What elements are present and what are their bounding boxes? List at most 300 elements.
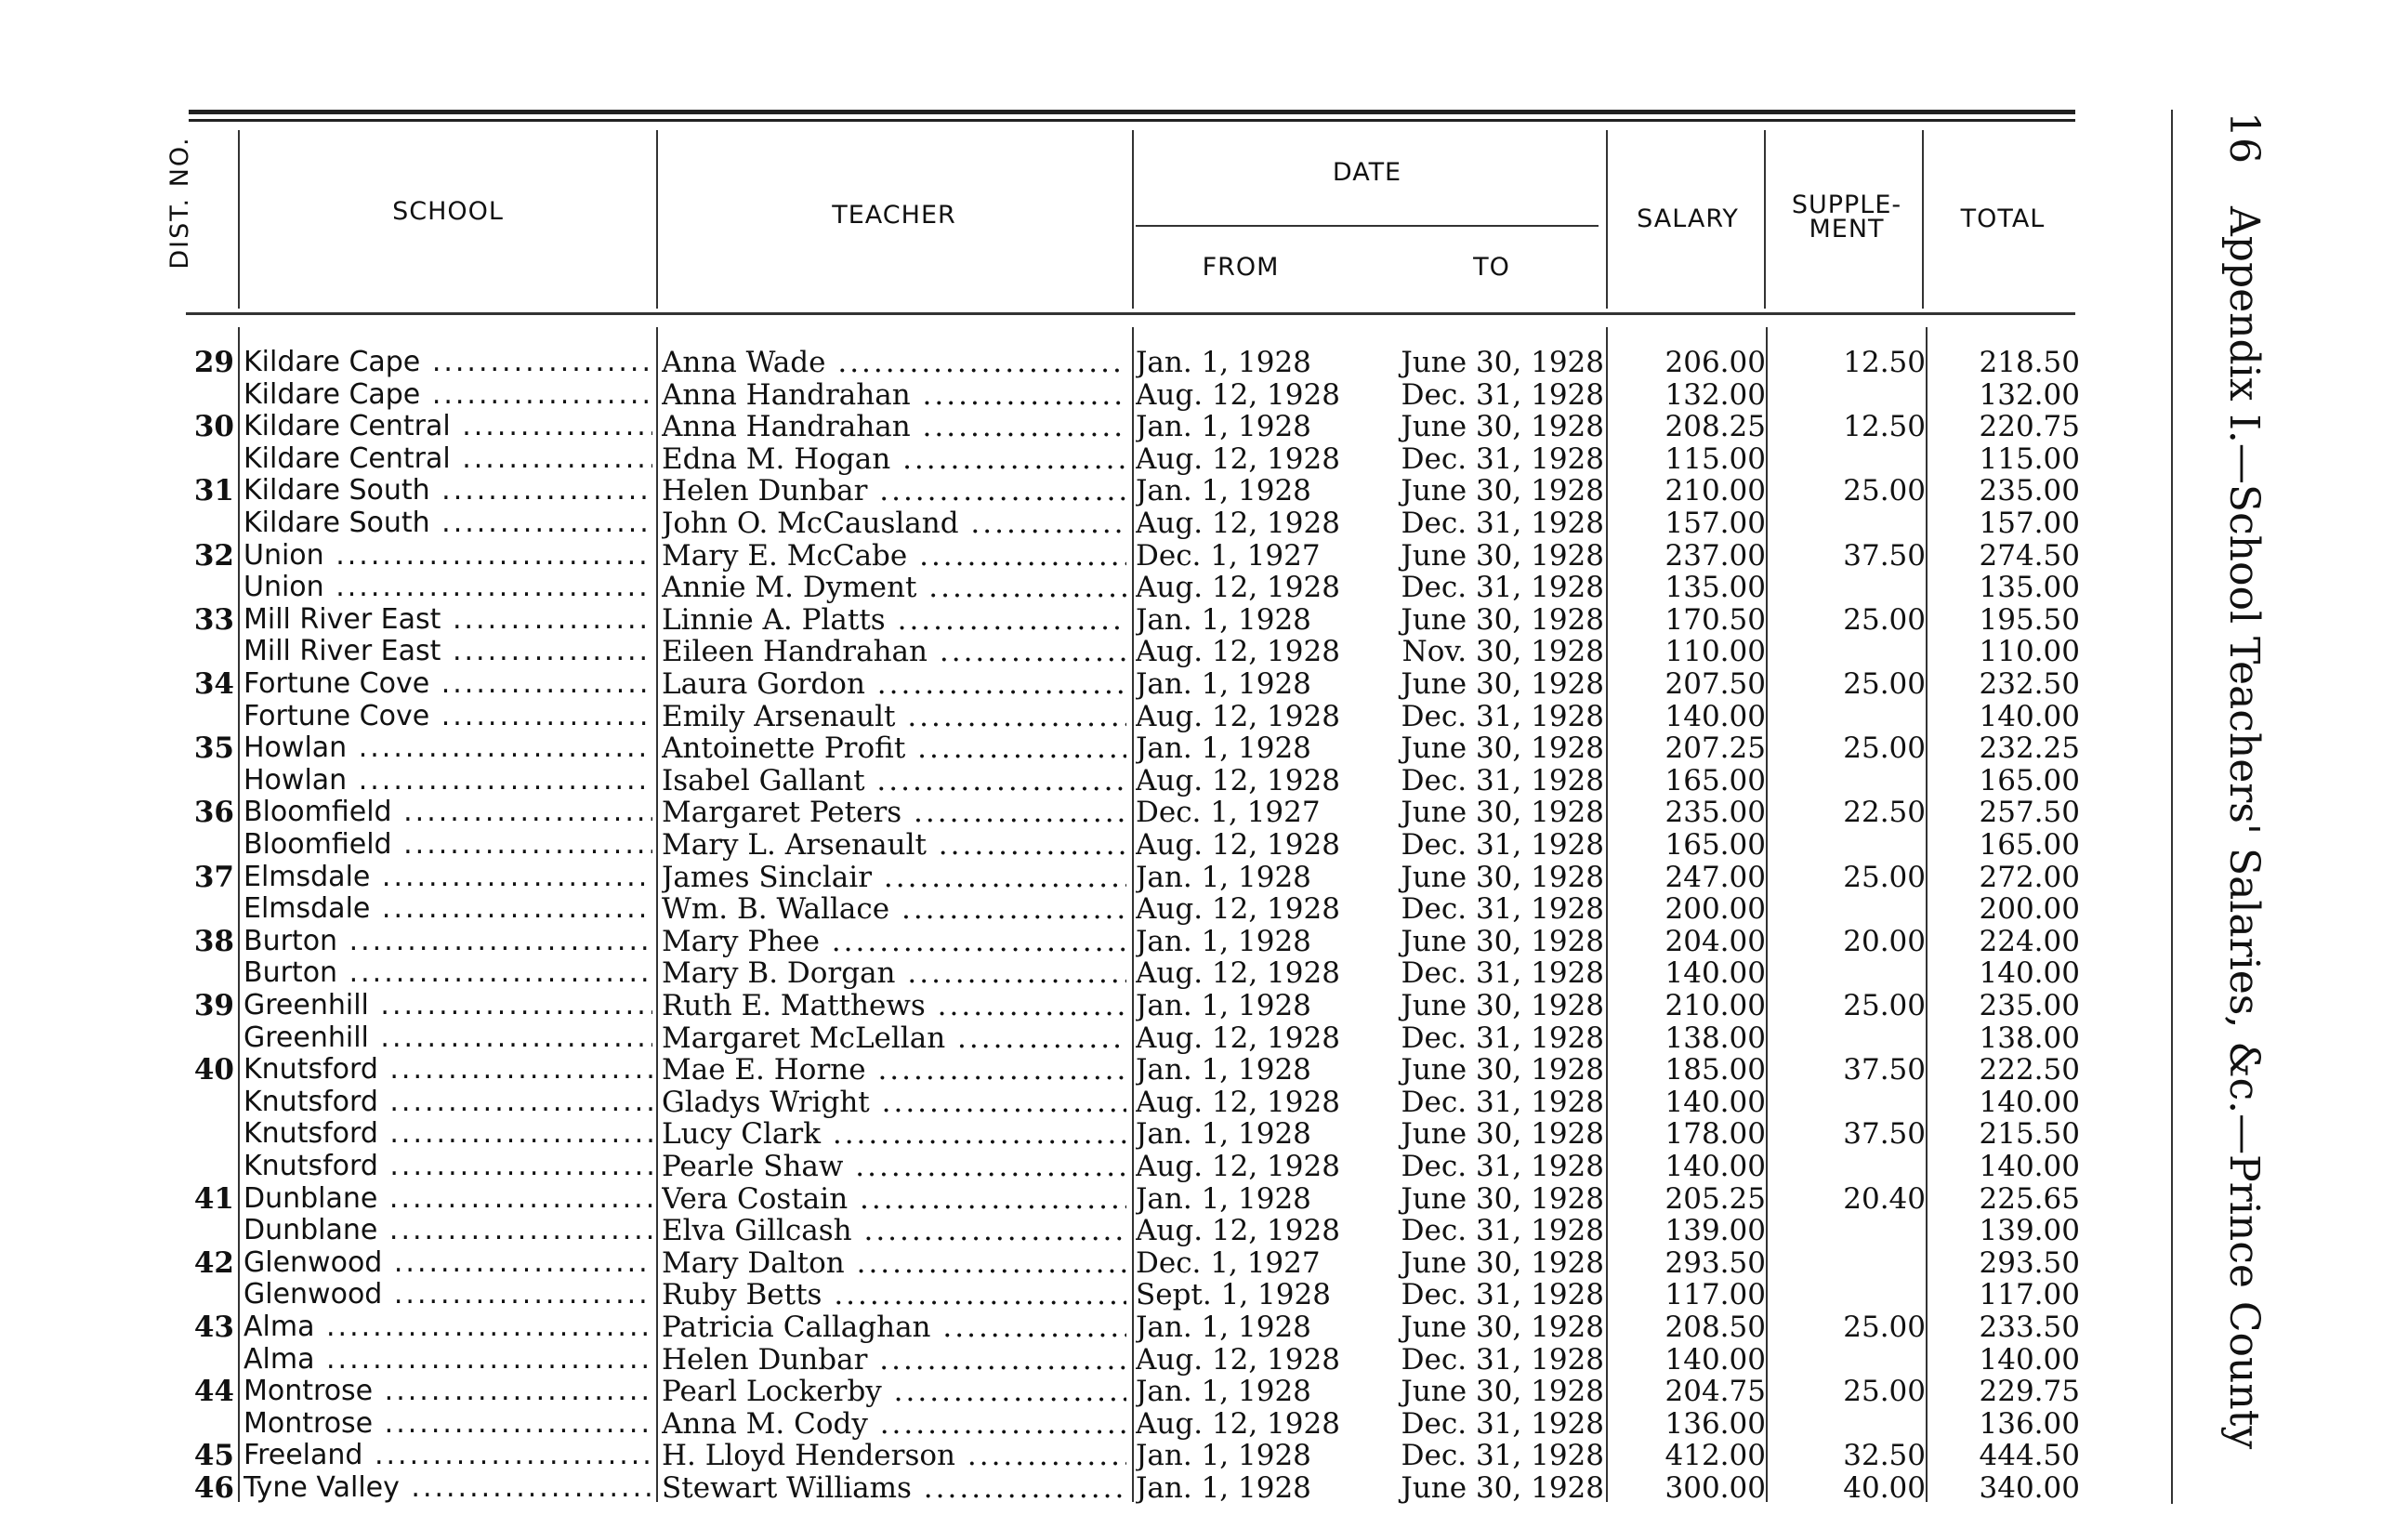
side-running-head [2212, 112, 2268, 1450]
school-name: Kildare South ..... [243, 474, 652, 507]
teacher-name: Anna Handrahan ..... [662, 378, 1126, 412]
date-from: Aug. 12, 1928 [1136, 1406, 1340, 1441]
school-name: Burton ..... [243, 925, 652, 957]
date-from: Jan. 1, 1928 [1136, 1053, 1311, 1087]
side-title-rule [2171, 110, 2173, 1504]
table-row [0, 796, 2408, 830]
school-name: Howlan ..... [243, 764, 652, 797]
table-row [0, 1343, 2408, 1375]
dist-number: 35 [193, 731, 234, 766]
dist-number: 30 [193, 410, 234, 444]
date-from: Aug. 12, 1928 [1136, 1085, 1340, 1119]
salary-amount: 237.00 [1665, 538, 1766, 573]
total-amount: 110.00 [1979, 635, 2080, 669]
date-to: June 30, 1928 [1401, 1181, 1604, 1216]
date-to: June 30, 1928 [1401, 796, 1604, 830]
supplement-amount: 25.00 [1843, 989, 1926, 1022]
table-row [0, 1311, 2408, 1342]
school-name: Fortune Cove ..... [243, 700, 652, 732]
dist-number: 40 [193, 1053, 234, 1087]
date-to: June 30, 1928 [1401, 989, 1604, 1022]
teacher-name: Mary Phee ..... [662, 925, 1126, 958]
supplement-amount: 12.50 [1843, 346, 1926, 379]
date-from: Jan. 1, 1928 [1136, 1439, 1311, 1473]
supplement-amount: 25.00 [1843, 602, 1926, 637]
date-from: Aug. 12, 1928 [1136, 1021, 1340, 1055]
dist-number: 44 [193, 1375, 234, 1409]
date-from: Aug. 12, 1928 [1136, 507, 1340, 540]
page-number: 16 [2220, 112, 2268, 164]
teacher-name: Annie M. Dyment ..... [662, 571, 1126, 604]
school-name: Alma ..... [243, 1343, 652, 1376]
date-from: Jan. 1, 1928 [1136, 1375, 1311, 1409]
table-row [0, 1214, 2408, 1248]
total-amount: 218.50 [1979, 346, 2080, 379]
top-double-rule-lower [189, 119, 2075, 122]
date-to: June 30, 1928 [1401, 1053, 1604, 1087]
date-to: June 30, 1928 [1401, 474, 1604, 508]
total-amount: 235.00 [1979, 989, 2080, 1022]
date-to: Dec. 31, 1928 [1401, 956, 1604, 991]
total-amount: 232.50 [1979, 667, 2080, 701]
date-from: Dec. 1, 1927 [1136, 1245, 1321, 1280]
date-to: Dec. 31, 1928 [1401, 377, 1604, 412]
table-row [0, 474, 2408, 506]
date-to: Dec. 31, 1928 [1401, 892, 1604, 927]
school-name: Greenhill ..... [243, 1021, 652, 1054]
salary-amount: 204.75 [1665, 1375, 1766, 1409]
teacher-name: Pearle Shaw ..... [662, 1150, 1126, 1183]
table-row [0, 925, 2408, 956]
school-name: Mill River East ..... [243, 603, 652, 636]
date-from: Aug. 12, 1928 [1136, 571, 1340, 605]
teacher-name: Mary Dalton ..... [662, 1246, 1126, 1280]
total-amount: 165.00 [1979, 763, 2080, 797]
teacher-name: Pearl Lockerby ..... [662, 1375, 1126, 1408]
teacher-name: Anna M. Cody ..... [662, 1407, 1126, 1441]
table-row [0, 1375, 2408, 1409]
dist-number: 46 [193, 1471, 234, 1505]
supplement-amount: 25.00 [1843, 731, 1926, 766]
date-to: Dec. 31, 1928 [1401, 571, 1604, 605]
total-amount: 140.00 [1979, 956, 2080, 991]
date-from: Jan. 1, 1928 [1136, 1117, 1311, 1152]
total-amount: 235.00 [1979, 474, 2080, 508]
table-row [0, 1439, 2408, 1473]
salary-amount: 293.50 [1665, 1245, 1766, 1280]
salary-amount: 140.00 [1665, 1150, 1766, 1183]
column-divider [1922, 130, 1924, 309]
table-row [0, 571, 2408, 605]
date-from: Jan. 1, 1928 [1136, 989, 1311, 1022]
salary-amount: 117.00 [1665, 1278, 1766, 1312]
salary-amount: 115.00 [1665, 441, 1766, 476]
supplement-amount: 22.50 [1843, 796, 1926, 830]
total-amount: 139.00 [1979, 1214, 2080, 1248]
teacher-name: H. Lloyd Henderson ..... [662, 1439, 1126, 1472]
header-school: SCHOOL [392, 197, 504, 226]
date-to: June 30, 1928 [1401, 1117, 1604, 1152]
date-to: June 30, 1928 [1401, 346, 1604, 379]
total-amount: 272.00 [1979, 860, 2080, 894]
total-amount: 200.00 [1979, 892, 2080, 927]
table-row [0, 1278, 2408, 1310]
salary-amount: 300.00 [1665, 1471, 1766, 1505]
date-from: Jan. 1, 1928 [1136, 1181, 1311, 1216]
table-row [0, 861, 2408, 892]
salary-amount: 204.00 [1665, 924, 1766, 958]
date-from: Dec. 1, 1927 [1136, 796, 1321, 830]
salary-amount: 139.00 [1665, 1214, 1766, 1248]
date-to: Dec. 31, 1928 [1401, 828, 1604, 862]
date-from: Jan. 1, 1928 [1136, 346, 1311, 379]
table-row [0, 603, 2408, 635]
total-amount: 229.75 [1979, 1375, 2080, 1409]
column-divider [1132, 130, 1134, 309]
supplement-amount: 37.50 [1843, 1053, 1926, 1087]
school-name: Elmsdale ..... [243, 892, 652, 925]
salary-amount: 247.00 [1665, 860, 1766, 894]
salary-amount: 138.00 [1665, 1021, 1766, 1055]
header-teacher: TEACHER [832, 201, 956, 230]
school-name: Knutsford ..... [243, 1086, 652, 1118]
table-row [0, 764, 2408, 796]
dist-number: 37 [193, 860, 234, 894]
school-name: Montrose ..... [243, 1407, 652, 1440]
table-row [0, 410, 2408, 444]
teacher-name: Laura Gordon ..... [662, 667, 1126, 701]
school-name: Howlan ..... [243, 731, 652, 764]
date-to: Dec. 31, 1928 [1401, 699, 1604, 733]
salary-amount: 157.00 [1665, 507, 1766, 540]
dist-number: 38 [193, 924, 234, 958]
table-row [0, 635, 2408, 669]
header-supplement-line2: MENT [1809, 215, 1885, 244]
school-name: Knutsford ..... [243, 1117, 652, 1150]
supplement-amount: 25.00 [1843, 1311, 1926, 1344]
table-row [0, 507, 2408, 538]
school-name: Bloomfield ..... [243, 828, 652, 861]
header-dist-no: DIST. NO. [165, 136, 194, 270]
school-name: Fortune Cove ..... [243, 667, 652, 700]
header-to: TO [1473, 253, 1510, 282]
teacher-name: Gladys Wright ..... [662, 1086, 1126, 1119]
table-row [0, 667, 2408, 699]
date-to: June 30, 1928 [1401, 731, 1604, 766]
school-name: Knutsford ..... [243, 1150, 652, 1182]
supplement-amount: 20.00 [1843, 924, 1926, 958]
dist-number: 42 [193, 1245, 234, 1280]
supplement-amount: 32.50 [1843, 1439, 1926, 1473]
teacher-name: Vera Costain ..... [662, 1182, 1126, 1216]
dist-number: 32 [193, 538, 234, 573]
table-row [0, 892, 2408, 927]
salary-amount: 140.00 [1665, 699, 1766, 733]
school-name: Dunblane ..... [243, 1182, 652, 1215]
salary-amount: 208.25 [1665, 410, 1766, 444]
total-amount: 140.00 [1979, 1085, 2080, 1119]
date-from: Aug. 12, 1928 [1136, 828, 1340, 862]
salary-amount: 140.00 [1665, 1085, 1766, 1119]
dist-number: 29 [193, 346, 234, 379]
salary-amount: 208.50 [1665, 1311, 1766, 1344]
date-to: June 30, 1928 [1401, 667, 1604, 701]
date-to: Dec. 31, 1928 [1401, 1278, 1604, 1312]
teacher-name: Emily Arsenault ..... [662, 700, 1126, 733]
total-amount: 232.25 [1979, 731, 2080, 766]
dist-number: 34 [193, 667, 234, 701]
teacher-name: Wm. B. Wallace ..... [662, 892, 1126, 926]
teacher-name: Mary E. McCabe ..... [662, 539, 1126, 573]
teacher-name: John O. McCausland ..... [662, 507, 1126, 540]
teacher-name: Isabel Gallant ..... [662, 764, 1126, 797]
total-amount: 233.50 [1979, 1311, 2080, 1344]
school-name: Greenhill ..... [243, 989, 652, 1021]
table-row [0, 1117, 2408, 1152]
school-name: Kildare Cape ..... [243, 346, 652, 378]
dist-number: 41 [193, 1181, 234, 1216]
dist-number: 36 [193, 796, 234, 830]
teacher-name: Margaret Peters ..... [662, 796, 1126, 829]
salary-amount: 170.50 [1665, 602, 1766, 637]
header-bottom-rule [186, 312, 2075, 315]
school-name: Tyne Valley ..... [243, 1471, 652, 1504]
dist-number: 43 [193, 1311, 234, 1344]
school-name: Union ..... [243, 539, 652, 572]
supplement-amount: 37.50 [1843, 1117, 1926, 1152]
teacher-name: Ruby Betts ..... [662, 1278, 1126, 1311]
date-to: June 30, 1928 [1401, 602, 1604, 637]
date-to: Dec. 31, 1928 [1401, 1150, 1604, 1183]
salary-amount: 210.00 [1665, 474, 1766, 508]
table-row [0, 346, 2408, 377]
teacher-name: James Sinclair ..... [662, 861, 1126, 894]
supplement-amount: 12.50 [1843, 410, 1926, 444]
date-from: Dec. 1, 1927 [1136, 538, 1321, 573]
total-amount: 140.00 [1979, 1342, 2080, 1377]
teacher-name: Eileen Handrahan ..... [662, 635, 1126, 668]
date-to: June 30, 1928 [1401, 860, 1604, 894]
header-date: DATE [1332, 158, 1402, 187]
date-from: Jan. 1, 1928 [1136, 924, 1311, 958]
school-name: Kildare Cape ..... [243, 378, 652, 411]
school-name: Bloomfield ..... [243, 796, 652, 828]
date-from: Aug. 12, 1928 [1136, 956, 1340, 991]
teacher-name: Edna M. Hogan ..... [662, 442, 1126, 476]
teacher-name: Stewart Williams ..... [662, 1471, 1126, 1505]
teacher-name: Elva Gillcash ..... [662, 1214, 1126, 1247]
total-amount: 135.00 [1979, 571, 2080, 605]
column-divider [238, 130, 240, 309]
salary-amount: 110.00 [1665, 635, 1766, 669]
date-to: Dec. 31, 1928 [1401, 1406, 1604, 1441]
date-from: Aug. 12, 1928 [1136, 1150, 1340, 1183]
date-from: Sept. 1, 1928 [1136, 1278, 1331, 1312]
table-row [0, 700, 2408, 731]
supplement-amount: 40.00 [1843, 1471, 1926, 1505]
date-to: Dec. 31, 1928 [1401, 1021, 1604, 1055]
teacher-name: Mary L. Arsenault ..... [662, 828, 1126, 862]
date-from: Jan. 1, 1928 [1136, 474, 1311, 508]
total-amount: 165.00 [1979, 828, 2080, 862]
date-from: Aug. 12, 1928 [1136, 699, 1340, 733]
supplement-amount: 25.00 [1843, 474, 1926, 508]
school-name: Burton ..... [243, 956, 652, 989]
supplement-amount: 20.40 [1843, 1181, 1926, 1216]
header-from: FROM [1202, 253, 1280, 282]
school-name: Glenwood ..... [243, 1278, 652, 1311]
school-name: Union ..... [243, 571, 652, 603]
school-name: Glenwood ..... [243, 1246, 652, 1279]
salary-amount: 206.00 [1665, 346, 1766, 379]
table-row [0, 1407, 2408, 1439]
total-amount: 136.00 [1979, 1406, 2080, 1441]
date-to: June 30, 1928 [1401, 1471, 1604, 1505]
teacher-name: Anna Wade ..... [662, 346, 1126, 379]
salary-amount: 165.00 [1665, 828, 1766, 862]
total-amount: 225.65 [1979, 1181, 2080, 1216]
table-row [0, 1021, 2408, 1053]
column-divider [1764, 130, 1766, 309]
teacher-name: Patricia Callaghan ..... [662, 1311, 1126, 1344]
date-to: Dec. 31, 1928 [1401, 1085, 1604, 1119]
header-supplement [1768, 193, 1926, 242]
dist-number: 31 [193, 474, 234, 508]
salary-amount: 185.00 [1665, 1053, 1766, 1087]
date-from: Jan. 1, 1928 [1136, 1311, 1311, 1344]
supplement-amount: 25.00 [1843, 667, 1926, 701]
header-salary: SALARY [1637, 204, 1739, 233]
date-from: Jan. 1, 1928 [1136, 410, 1311, 444]
school-name: Alma ..... [243, 1311, 652, 1343]
date-from: Aug. 12, 1928 [1136, 892, 1340, 927]
salary-amount: 132.00 [1665, 377, 1766, 412]
supplement-amount: 25.00 [1843, 860, 1926, 894]
table-row [0, 378, 2408, 410]
salary-amount: 165.00 [1665, 763, 1766, 797]
salary-amount: 210.00 [1665, 989, 1766, 1022]
side-title: Appendix I.—School Teachers' Salaries, &c.—Prince County [2220, 206, 2268, 1450]
school-name: Mill River East ..... [243, 635, 652, 667]
table-row [0, 1471, 2408, 1503]
supplement-amount: 37.50 [1843, 538, 1926, 573]
school-name: Kildare Central ..... [243, 410, 652, 442]
table-row [0, 442, 2408, 474]
teacher-name: Anna Handrahan ..... [662, 410, 1126, 443]
date-to: Dec. 31, 1928 [1401, 1439, 1604, 1473]
table-row [0, 956, 2408, 991]
header-total: TOTAL [1960, 204, 2046, 233]
date-to: Dec. 31, 1928 [1401, 1214, 1604, 1248]
school-name: Kildare South ..... [243, 507, 652, 539]
top-double-rule [189, 110, 2075, 114]
table-row [0, 1182, 2408, 1214]
header-supplement-line1: SUPPLE- [1791, 191, 1902, 219]
date-to: June 30, 1928 [1401, 924, 1604, 958]
table-row [0, 1053, 2408, 1085]
teacher-name: Lucy Clark ..... [662, 1117, 1126, 1151]
total-amount: 140.00 [1979, 699, 2080, 733]
date-to: Dec. 31, 1928 [1401, 763, 1604, 797]
total-amount: 117.00 [1979, 1278, 2080, 1312]
salary-amount: 207.50 [1665, 667, 1766, 701]
total-amount: 138.00 [1979, 1021, 2080, 1055]
date-to: Dec. 31, 1928 [1401, 441, 1604, 476]
column-divider [1606, 130, 1608, 309]
column-divider [656, 130, 658, 309]
dist-number: 39 [193, 989, 234, 1022]
teacher-name: Antoinette Profit ..... [662, 731, 1126, 765]
total-amount: 132.00 [1979, 377, 2080, 412]
salary-amount: 140.00 [1665, 956, 1766, 991]
total-amount: 157.00 [1979, 507, 2080, 540]
date-to: June 30, 1928 [1401, 1245, 1604, 1280]
teacher-name: Helen Dunbar ..... [662, 1343, 1126, 1377]
date-subheader-rule [1136, 225, 1599, 227]
teacher-name: Ruth E. Matthews ..... [662, 989, 1126, 1022]
date-from: Aug. 12, 1928 [1136, 635, 1340, 669]
total-amount: 140.00 [1979, 1150, 2080, 1183]
salary-amount: 235.00 [1665, 796, 1766, 830]
table-row [0, 1150, 2408, 1181]
dist-number: 45 [193, 1439, 234, 1473]
total-amount: 220.75 [1979, 410, 2080, 444]
table-row [0, 989, 2408, 1021]
date-to: June 30, 1928 [1401, 538, 1604, 573]
date-from: Aug. 12, 1928 [1136, 763, 1340, 797]
table-row [0, 1086, 2408, 1117]
total-amount: 257.50 [1979, 796, 2080, 830]
school-name: Dunblane ..... [243, 1214, 652, 1246]
salary-amount: 178.00 [1665, 1117, 1766, 1152]
date-to: June 30, 1928 [1401, 410, 1604, 444]
school-name: Freeland ..... [243, 1439, 652, 1471]
date-to: June 30, 1928 [1401, 1375, 1604, 1409]
total-amount: 224.00 [1979, 924, 2080, 958]
total-amount: 115.00 [1979, 441, 2080, 476]
teacher-name: Mae E. Horne ..... [662, 1053, 1126, 1087]
table-row [0, 539, 2408, 571]
salary-amount: 200.00 [1665, 892, 1766, 927]
school-name: Kildare Central ..... [243, 442, 652, 475]
salary-amount: 140.00 [1665, 1342, 1766, 1377]
dist-number: 33 [193, 602, 234, 637]
total-amount: 293.50 [1979, 1245, 2080, 1280]
supplement-amount: 25.00 [1843, 1375, 1926, 1409]
date-from: Jan. 1, 1928 [1136, 1471, 1311, 1505]
total-amount: 340.00 [1979, 1471, 2080, 1505]
table-row [0, 731, 2408, 766]
total-amount: 195.50 [1979, 602, 2080, 637]
date-to: Nov. 30, 1928 [1401, 635, 1604, 669]
date-from: Jan. 1, 1928 [1136, 602, 1311, 637]
date-to: June 30, 1928 [1401, 1311, 1604, 1344]
total-amount: 274.50 [1979, 538, 2080, 573]
date-from: Jan. 1, 1928 [1136, 667, 1311, 701]
salary-amount: 207.25 [1665, 731, 1766, 766]
total-amount: 222.50 [1979, 1053, 2080, 1087]
salary-amount: 412.00 [1665, 1439, 1766, 1473]
teacher-name: Linnie A. Platts ..... [662, 603, 1126, 637]
date-to: Dec. 31, 1928 [1401, 507, 1604, 540]
school-name: Montrose ..... [243, 1375, 652, 1407]
total-amount: 444.50 [1979, 1439, 2080, 1473]
salary-amount: 136.00 [1665, 1406, 1766, 1441]
date-to: Dec. 31, 1928 [1401, 1342, 1604, 1377]
school-name: Elmsdale ..... [243, 861, 652, 893]
teacher-name: Margaret McLellan ..... [662, 1021, 1126, 1055]
date-from: Aug. 12, 1928 [1136, 1342, 1340, 1377]
